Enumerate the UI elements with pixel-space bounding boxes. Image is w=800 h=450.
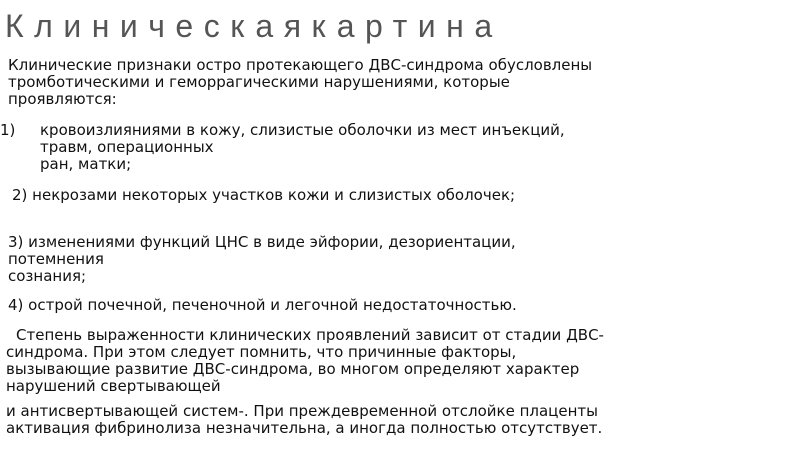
item-3-line-1: 3) изменениями функций ЦНС в виде эйфории, дезориентации, bbox=[8, 233, 516, 251]
item-1-number: 1) bbox=[0, 121, 16, 139]
conclusion-line-5: и антисвертывающей систем-. При преждевременной отслойке плаценты bbox=[6, 402, 599, 420]
item-4: 4) острой почечной, печеночной и легочной недостаточностью. bbox=[8, 296, 517, 314]
intro-line-2: тромботическими и геморрагическими нарушениями, которые bbox=[8, 73, 510, 91]
item-1-line-1: кровоизлияниями в кожу, слизистые оболочки из мест инъекций, bbox=[40, 121, 565, 139]
item-3-line-3: сознания; bbox=[8, 267, 87, 285]
slide-title: Клиническаякартина bbox=[5, 8, 503, 44]
item-1-line-2: травм, операционных bbox=[40, 138, 214, 156]
conclusion-line-6: активация фибринолиза незначительна, а иногда полностью отсутствует. bbox=[6, 419, 603, 437]
conclusion-line-3: вызывающие развитие ДВС-синдрома, во многом определяют характер bbox=[6, 360, 580, 378]
conclusion-line-4: нарушений свертывающей bbox=[6, 377, 221, 395]
item-2: 2) некрозами некоторых участков кожи и слизистых оболочек; bbox=[12, 186, 516, 204]
intro-line-1: Клинические признаки остро протекающего ДВС-синдрома обусловлены bbox=[8, 56, 593, 74]
item-3-line-2: потемнения bbox=[8, 250, 104, 268]
item-1-line-3: ран, матки; bbox=[40, 155, 132, 173]
conclusion-line-1: Степень выраженности клинических проявлений зависит от стадии ДВС- bbox=[16, 326, 604, 344]
intro-line-3: проявляются: bbox=[8, 90, 117, 108]
conclusion-line-2: синдрома. При этом следует помнить, что причинные факторы, bbox=[6, 343, 517, 361]
